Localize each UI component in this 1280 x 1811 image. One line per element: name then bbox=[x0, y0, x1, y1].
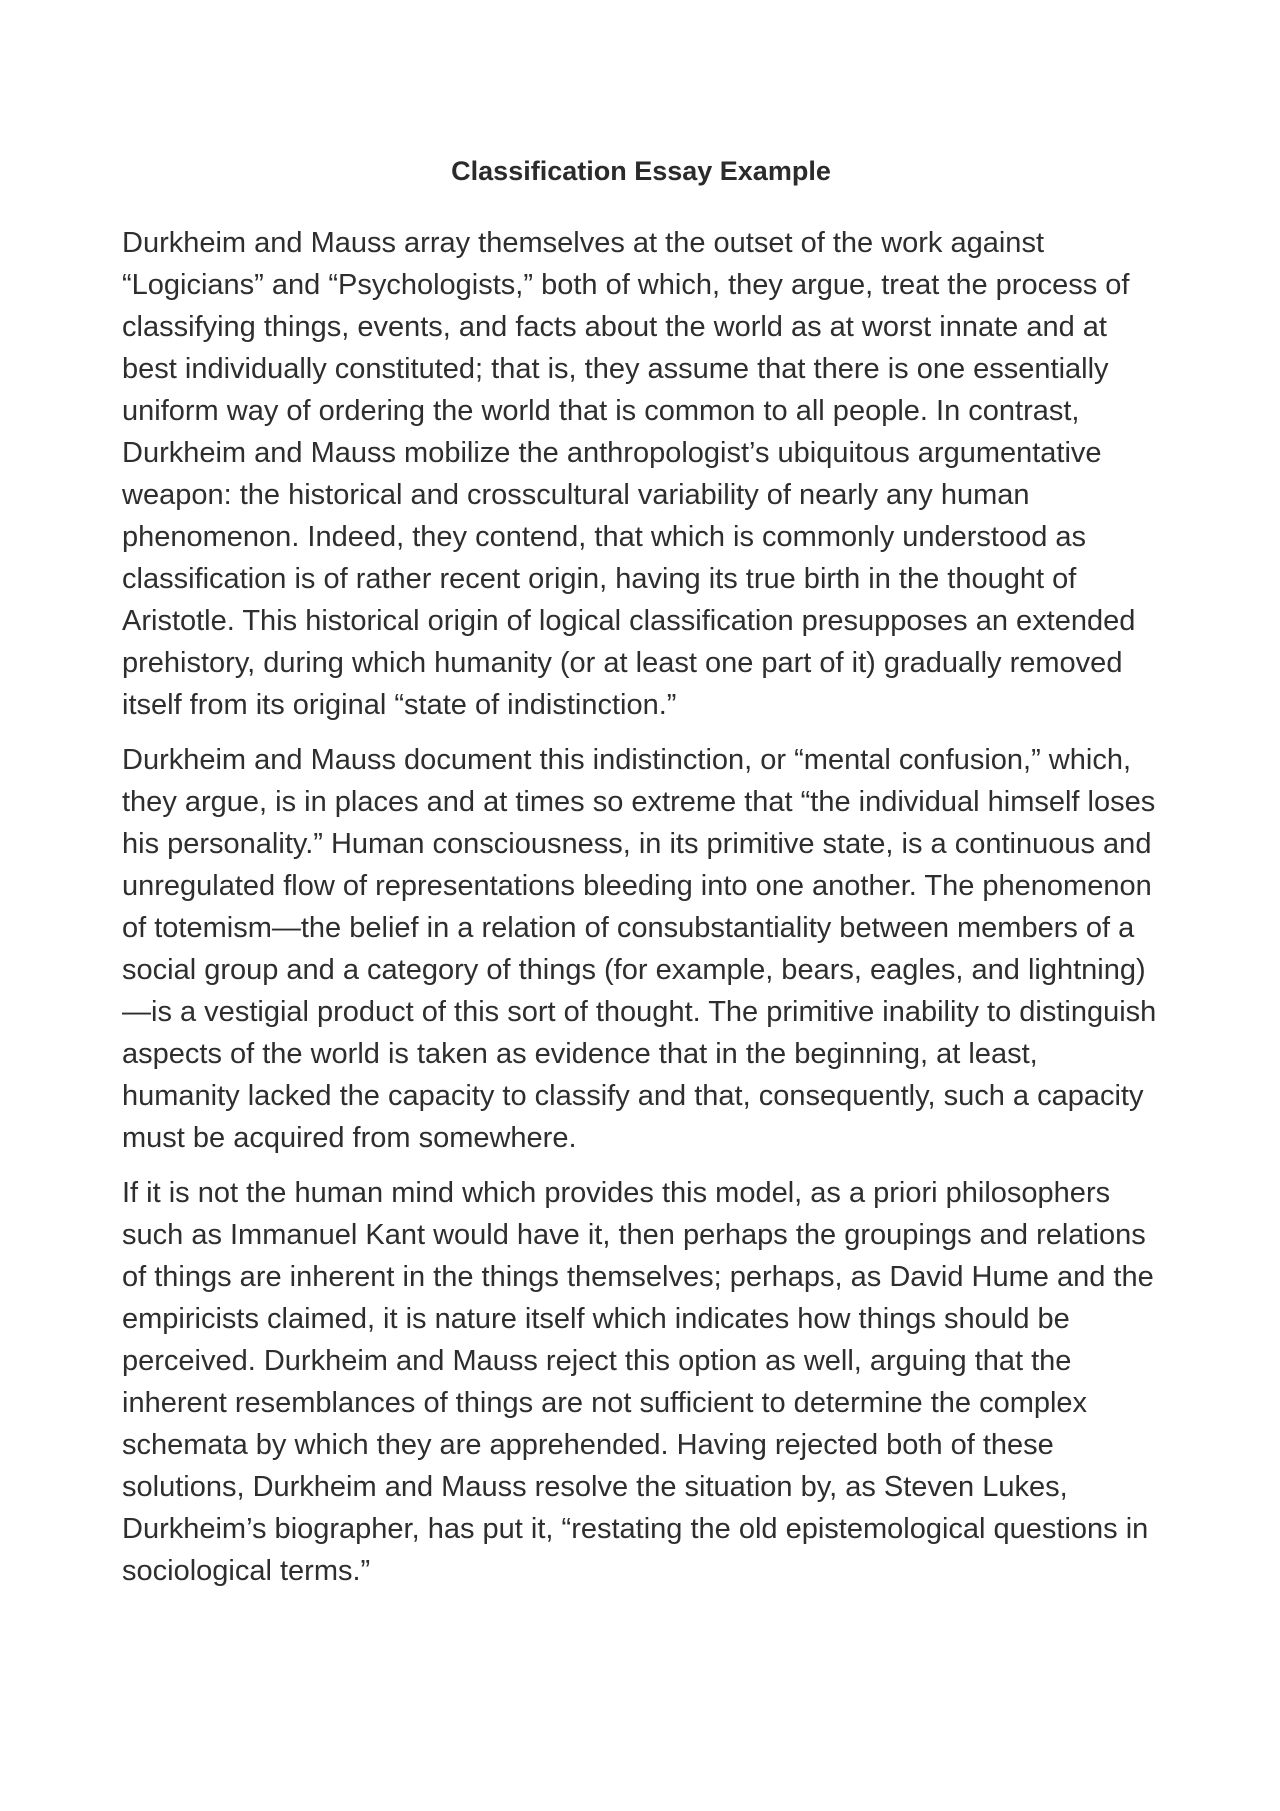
paragraph-2: Durkheim and Mauss document this indistinction, or “mental confusion,” which, they argue, is in places and at times so extreme that “the individual himself loses his personality.” Human consciousness, in its primitive state, is a continuous and unregulated flow of representations bleeding into one another. The phenomenon of totemism—the belief in a relation of consubstantiality between members of a social group and a category of things (for example, bears, eagles, and lightning)—is a vestigial product of this sort of thought. The primitive inability to distinguish aspects of the world is taken as evidence that in the beginning, at least, humanity lacked the capacity to classify and that, consequently, such a capacity must be acquired from somewhere. bbox=[122, 744, 1157, 1154]
paragraph-1: Durkheim and Mauss array themselves at the outset of the work against “Logicians” and “Psychologists,” both of which, they argue, treat the process of classifying things, events, and facts about the world as at worst innate and at best individually constituted; that is, they assume that there is one essentially uniform way of ordering the world that is common to all people. In contrast, Durkheim and Mauss mobilize the anthropologist’s ubiquitous argumentative weapon: the historical and crosscultural variability of nearly any human phenomenon. Indeed, they contend, that which is commonly understood as classification is of rather recent origin, having its true birth in the thought of Aristotle. This historical origin of logical classification presupposes an extended prehistory, during which humanity (or at least one part of it) gradually removed itself from its original “state of indistinction.” bbox=[122, 227, 1136, 721]
paragraph-3: If it is not the human mind which provides this model, as a priori philosophers such as Immanuel Kant would have it, then perhaps the groupings and relations of things are inherent in the things themselves; perhaps, as David Hume and the empiricists claimed, it is nature itself which indicates how things should be perceived. Durkheim and Mauss reject this option as well, arguing that the inherent resemblances of things are not sufficient to determine the complex schemata by which they are apprehended. Having rejected both of these solutions, Durkheim and Mauss resolve the situation by, as Steven Lukes, Durkheim’s biographer, has put it, “restating the old epistemological questions in sociological terms.” bbox=[122, 1177, 1154, 1587]
document-title: Classification Essay Example bbox=[451, 156, 831, 186]
